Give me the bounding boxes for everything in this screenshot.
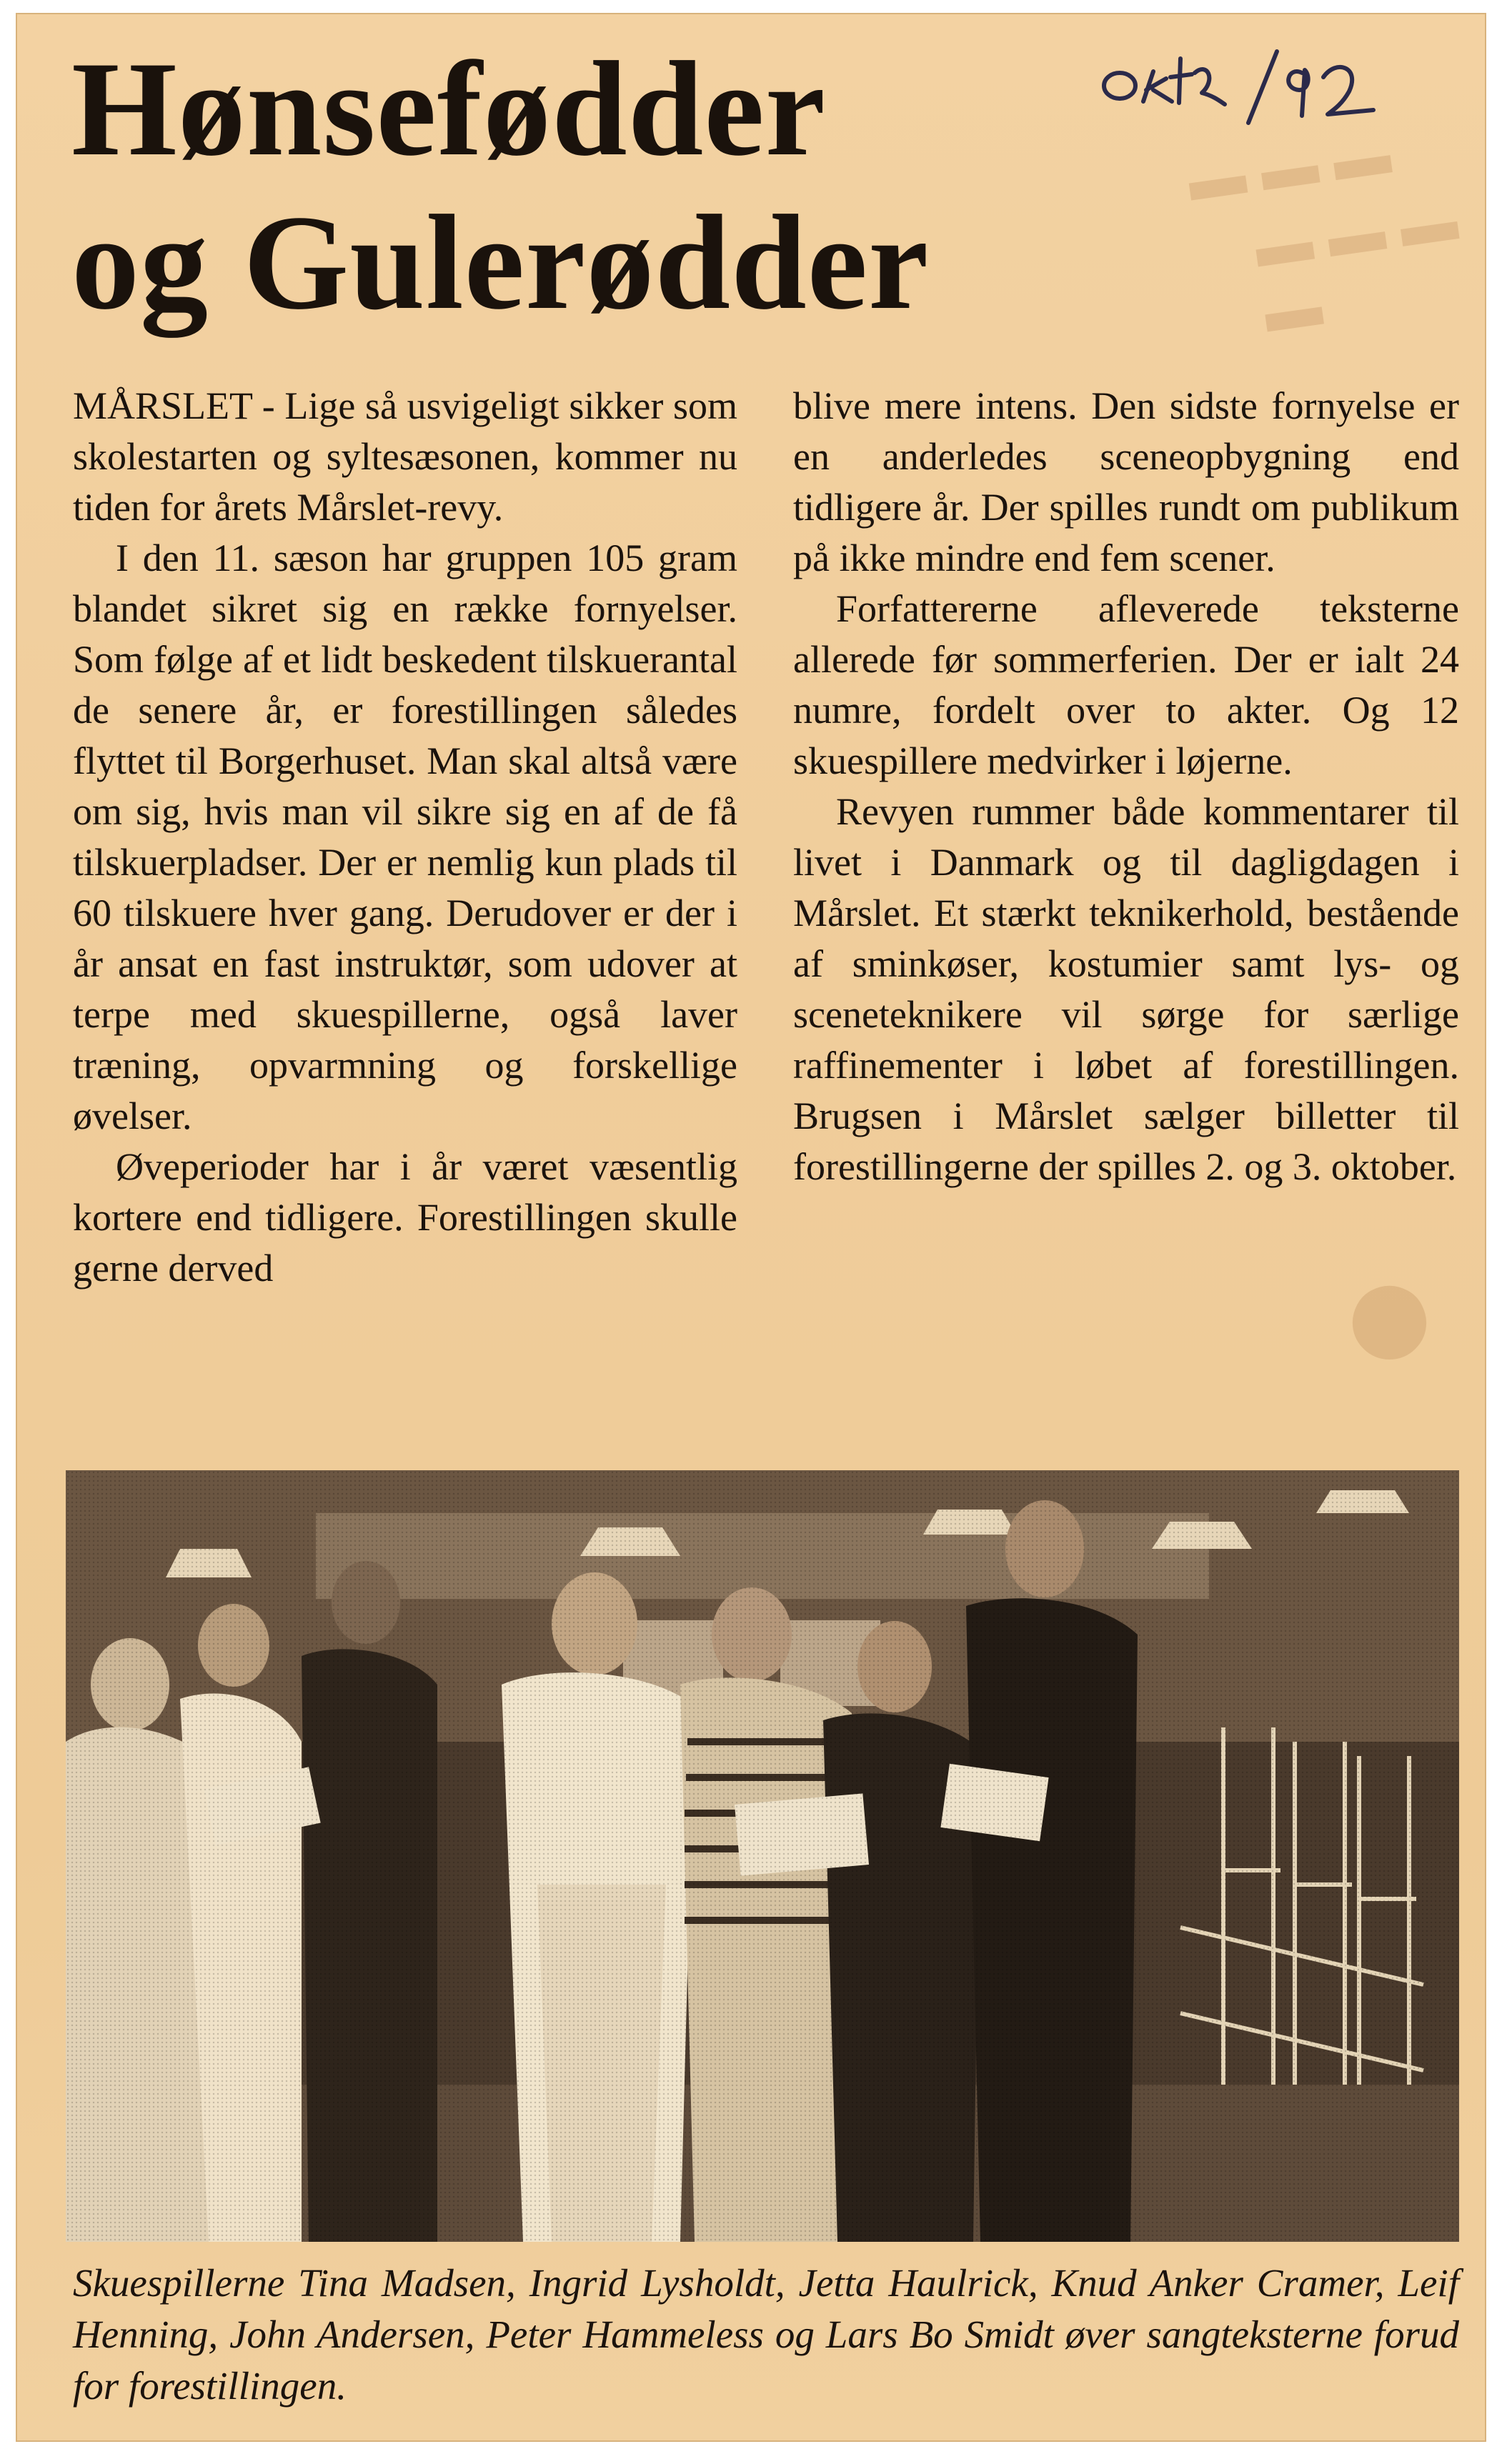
newspaper-clipping	[16, 13, 1486, 2442]
rehearsal-photo-illustration	[66, 1470, 1459, 2242]
body-paragraph: Forfattererne afleverede teksterne allerede før sommerferien. Der er ialt 24 numre, fordelt over to akter. Og 12 skuespillere medvirker i løjerne.	[793, 587, 1459, 782]
bleed-through-mark: ●	[1338, 1216, 1441, 1407]
lead-paragraph-text: sikker som skolestarten og syltesæsonen, kommer nu tiden for årets Mårslet-revy.	[73, 384, 737, 529]
headline-line-1: Hønsefødder	[71, 34, 826, 184]
photo-caption: Skuespillerne Tina Madsen, Ingrid Lysholdt, Jetta Haulrick, Knud Anker Cramer, Leif Henning, John Andersen, Peter Hammeless og Lars Bo Smidt øver sangteksterne forud for forestillingen.	[73, 2261, 1459, 2408]
bleed-through-mark: ▬ ▬ ▬ ▬	[1250, 187, 1461, 344]
dateline-line: MÅRSLET - Lige så usvigeligt	[73, 384, 559, 427]
headline-line-2: og Gulerødder	[71, 188, 930, 338]
handwritten-date-note	[1088, 30, 1402, 137]
article-column-left	[73, 381, 737, 1294]
rehearsal-photo	[66, 1470, 1459, 2242]
lead-paragraph	[73, 381, 737, 533]
bleed-through-mark: ▬ ▬ ▬	[1184, 121, 1395, 213]
body-paragraph: Revyen rummer både kommentarer til livet i Danmark og til dagligdagen i Mårslet. Et stærkt teknikerhold, bestående af sminkøser, kostumier samt lys- og sceneteknikere vil sørge for særlige raffinementer i løbet af forestillingen. Brugsen i Mårslet sælger billetter til forestillingerne der spilles 2. og 3. oktober.	[793, 790, 1459, 1188]
article-column-right	[793, 381, 1459, 1192]
body-paragraph: Øveperioder har i år været væsentlig kortere end tidligere. Forestillingen skulle gerne derved	[73, 1145, 737, 1290]
body-paragraph: I den 11. sæson har gruppen 105 gram blandet sikret sig en række fornyelser. Som følge af et lidt beskedent tilskuerantal de senere år, er forestillingen således flyttet til Borgerhuset. Man skal altså være om sig, hvis man vil sikre sig en af de få tilskuerpladser. Der er nemlig kun plads til 60 tilskuere hver gang. Derudover er der i år ansat en fast instruktør, som udover at terpe med skuespillerne, også laver træning, opvarmning og forskellige øvelser.	[73, 537, 737, 1137]
body-paragraph: blive mere intens. Den sidste fornyelse er en anderledes sceneopbygning end tidligere år. Der spilles rundt om publikum på ikke mindre end fem scener.	[793, 384, 1459, 579]
